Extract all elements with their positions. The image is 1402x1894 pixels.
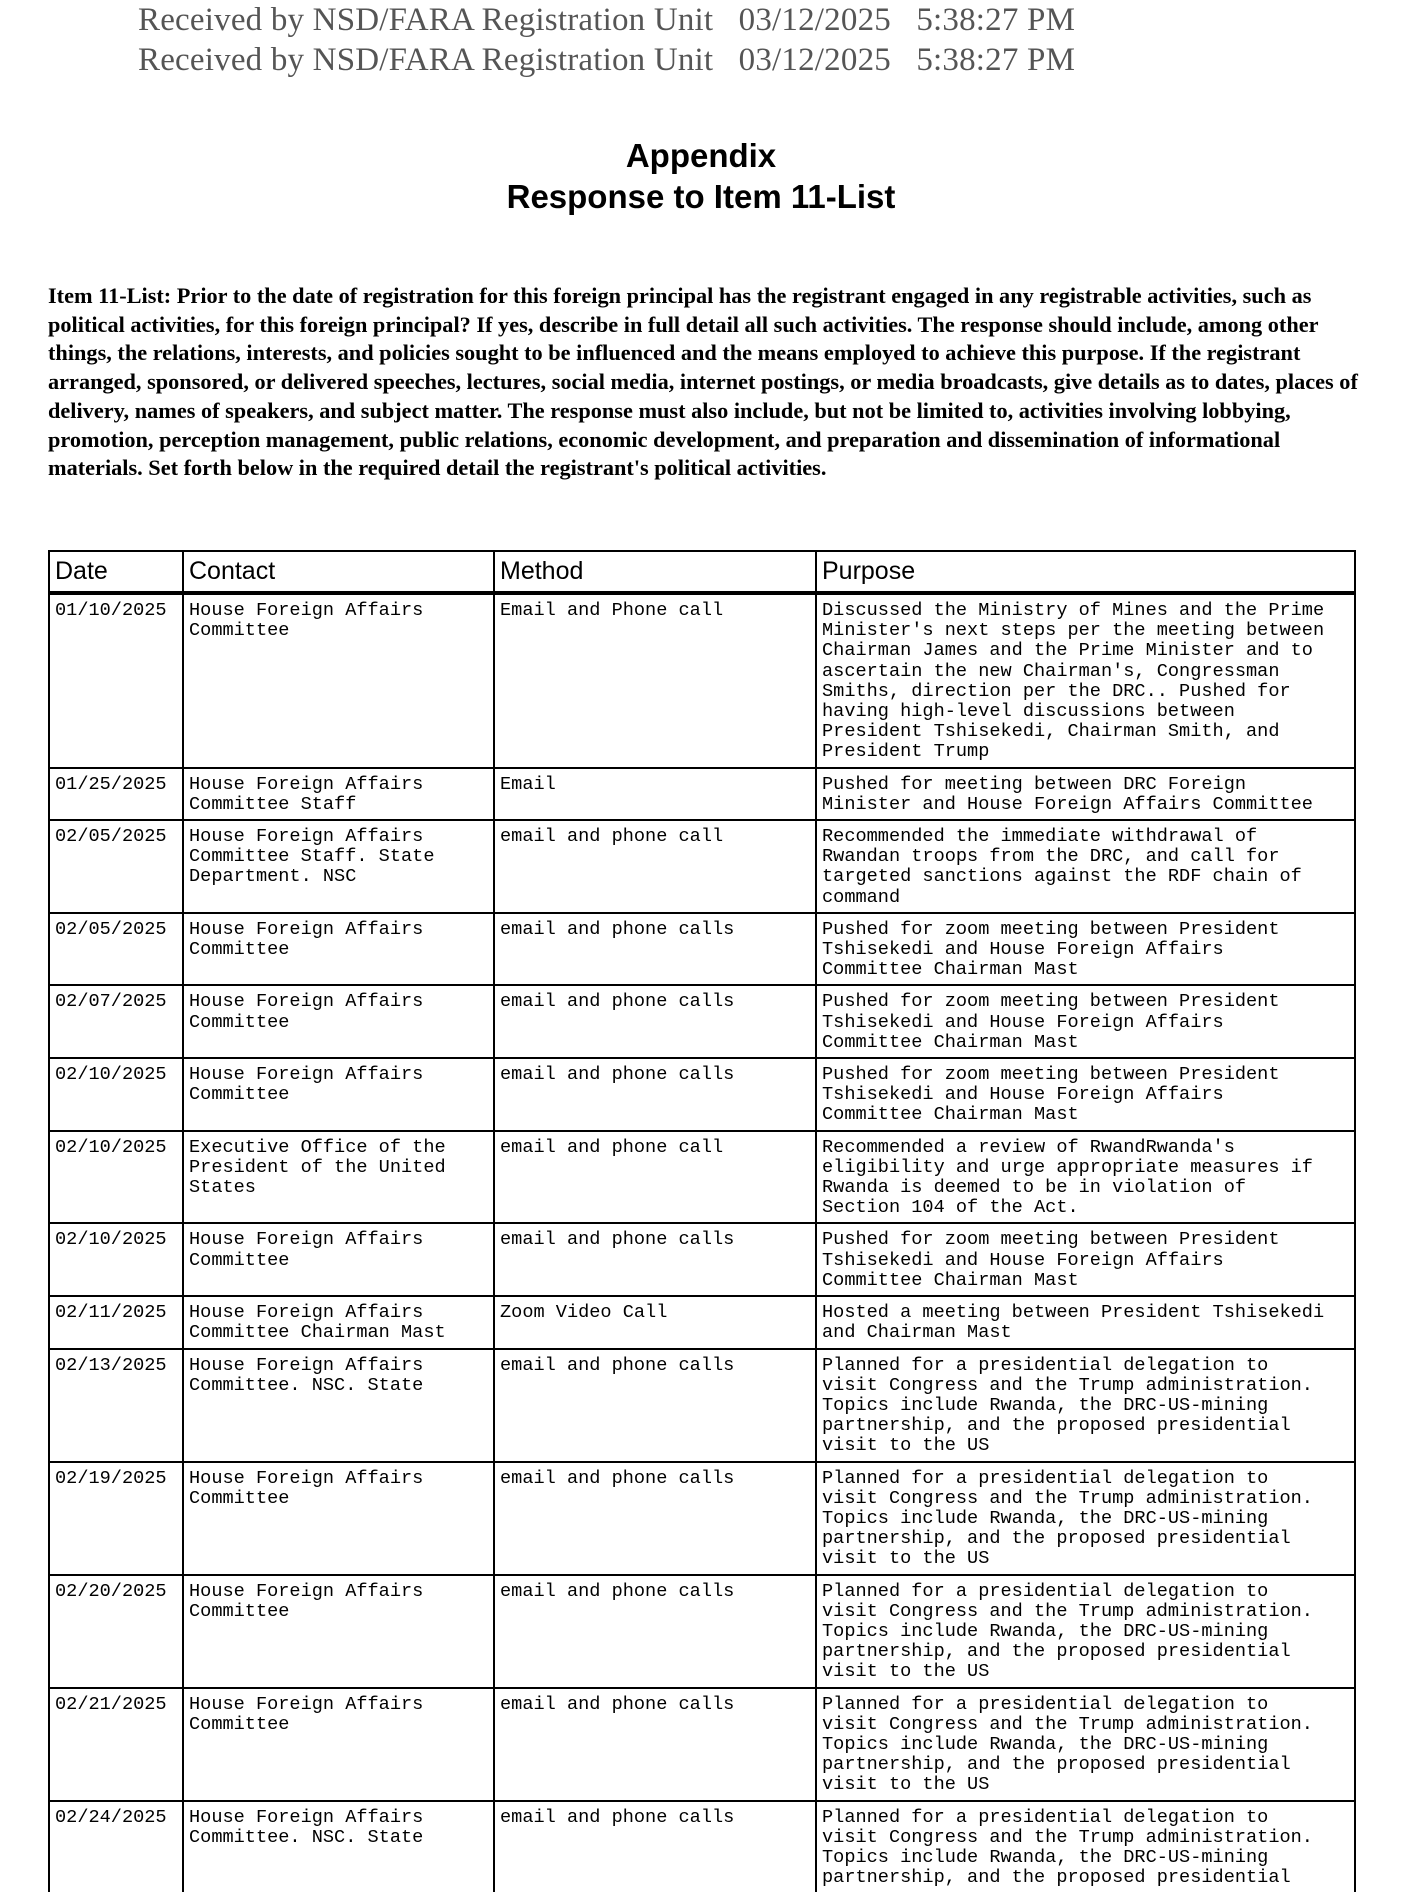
cell-method: email and phone calls	[494, 1223, 816, 1296]
cell-purpose: Recommended a review of RwandRwanda's eligibility and urge appropriate measures if Rwanda is deemed to be in violation of Section 104 of the Act.	[816, 1131, 1355, 1224]
table-row	[49, 1575, 1355, 1688]
cell-method: email and phone calls	[494, 985, 816, 1058]
table-row	[49, 768, 1355, 820]
cell-date: 02/24/2025	[49, 1801, 183, 1893]
header-date: Date	[49, 551, 183, 593]
cell-purpose: Pushed for zoom meeting between President Tshisekedi and House Foreign Affairs Committee Chairman Mast	[816, 1058, 1355, 1131]
cell-date: 02/19/2025	[49, 1462, 183, 1575]
cell-contact: House Foreign Affairs Committee Staff. State Department. NSC	[183, 820, 494, 913]
cell-method: email and phone calls	[494, 1801, 816, 1893]
cell-purpose: Pushed for zoom meeting between President Tshisekedi and House Foreign Affairs Committee Chairman Mast	[816, 985, 1355, 1058]
cell-contact: House Foreign Affairs Committee	[183, 593, 494, 768]
cell-method: email and phone calls	[494, 1688, 816, 1801]
cell-contact: House Foreign Affairs Committee	[183, 913, 494, 986]
cell-method: email and phone calls	[494, 1462, 816, 1575]
table-row	[49, 820, 1355, 913]
cell-date: 02/10/2025	[49, 1058, 183, 1131]
cell-date: 02/13/2025	[49, 1349, 183, 1462]
table-row	[49, 593, 1355, 768]
cell-date: 02/07/2025	[49, 985, 183, 1058]
cell-purpose: Pushed for zoom meeting between President Tshisekedi and House Foreign Affairs Committee Chairman Mast	[816, 913, 1355, 986]
cell-contact: House Foreign Affairs Committee	[183, 1575, 494, 1688]
cell-contact: House Foreign Affairs Committee. NSC. State	[183, 1801, 494, 1893]
table-row	[49, 1223, 1355, 1296]
cell-contact: House Foreign Affairs Committee	[183, 1223, 494, 1296]
table-row	[49, 913, 1355, 986]
cell-contact: Executive Office of the President of the United States	[183, 1131, 494, 1224]
cell-method: email and phone call	[494, 820, 816, 913]
header-method: Method	[494, 551, 816, 593]
cell-purpose: Recommended the immediate withdrawal of Rwandan troops from the DRC, and call for targeted sanctions against the RDF chain of command	[816, 820, 1355, 913]
table-row	[49, 985, 1355, 1058]
cell-method: email and phone calls	[494, 1058, 816, 1131]
cell-purpose: Planned for a presidential delegation to visit Congress and the Trump administration. Topics include Rwanda, the DRC-US-mining partnership, and the proposed presidential visit to the US	[816, 1349, 1355, 1462]
cell-purpose: Planned for a presidential delegation to visit Congress and the Trump administration. Topics include Rwanda, the DRC-US-mining partnership, and the proposed presidential visit to the US	[816, 1575, 1355, 1688]
cell-purpose: Pushed for meeting between DRC Foreign Minister and House Foreign Affairs Committee	[816, 768, 1355, 820]
cell-contact: House Foreign Affairs Committee. NSC. State	[183, 1349, 494, 1462]
cell-date: 01/10/2025	[49, 593, 183, 768]
cell-purpose: Hosted a meeting between President Tshisekedi and Chairman Mast	[816, 1296, 1355, 1348]
table-row	[49, 1349, 1355, 1462]
table-row	[49, 1688, 1355, 1801]
page-subtitle: Response to Item 11-List	[506, 178, 896, 215]
cell-purpose: Planned for a presidential delegation to visit Congress and the Trump administration. Topics include Rwanda, the DRC-US-mining partnership, and the proposed presidential visit to the US	[816, 1462, 1355, 1575]
header-purpose: Purpose	[816, 551, 1355, 593]
cell-method: Email	[494, 768, 816, 820]
cell-method: email and phone call	[494, 1131, 816, 1224]
cell-method: email and phone calls	[494, 1349, 816, 1462]
cell-contact: House Foreign Affairs Committee	[183, 1058, 494, 1131]
received-stamp-line-2: Received by NSD/FARA Registration Unit 03/12/2025 5:38:27 PM	[138, 42, 1076, 78]
table-row	[49, 1131, 1355, 1224]
activities-table	[48, 550, 1356, 1892]
cell-purpose: Discussed the Ministry of Mines and the Prime Minister's next steps per the meeting between Chairman James and the Prime Minister and to ascertain the new Chairman's, Congressman Smiths, direction per the DRC.. Pushed for having high-level discussions between President Tshisekedi, Chairman Smith, and President Trump	[816, 593, 1355, 768]
cell-purpose: Planned for a presidential delegation to visit Congress and the Trump administration. Topics include Rwanda, the DRC-US-mining partnership, and the proposed presidential	[816, 1801, 1355, 1893]
cell-method: email and phone calls	[494, 1575, 816, 1688]
cell-date: 02/11/2025	[49, 1296, 183, 1348]
table-row	[49, 1296, 1355, 1348]
cell-purpose: Planned for a presidential delegation to visit Congress and the Trump administration. Topics include Rwanda, the DRC-US-mining partnership, and the proposed presidential visit to the US	[816, 1688, 1355, 1801]
cell-method: Zoom Video Call	[494, 1296, 816, 1348]
header-contact: Contact	[183, 551, 494, 593]
cell-method: Email and Phone call	[494, 593, 816, 768]
table-row	[49, 1462, 1355, 1575]
cell-date: 01/25/2025	[49, 768, 183, 820]
cell-contact: House Foreign Affairs Committee Staff	[183, 768, 494, 820]
table-header-row	[49, 551, 1355, 593]
cell-purpose: Pushed for zoom meeting between President Tshisekedi and House Foreign Affairs Committee Chairman Mast	[816, 1223, 1355, 1296]
cell-date: 02/05/2025	[49, 913, 183, 986]
received-stamp-line-1: Received by NSD/FARA Registration Unit 03/12/2025 5:38:27 PM	[138, 2, 1076, 38]
cell-date: 02/10/2025	[49, 1131, 183, 1224]
cell-contact: House Foreign Affairs Committee	[183, 985, 494, 1058]
cell-contact: House Foreign Affairs Committee Chairman Mast	[183, 1296, 494, 1348]
item-question-text: Item 11-List: Prior to the date of registration for this foreign principal has the registrant engaged in any registrable activities, such as political activities, for this foreign principal? If yes, describe in full detail all such activities. The response should include, among other things, the relations, interests, and policies sought to be influenced and the means employed to achieve this purpose. If the registrant arranged, sponsored, or delivered speeches, lectures, social media, internet postings, or media broadcasts, give details as to dates, places of delivery, names of speakers, and subject matter. The response must also include, but not be limited to, activities involving lobbying, promotion, perception management, public relations, economic development, and preparation and dissemination of informational materials. Set forth below in the required detail the registrant's political activities.	[48, 283, 1358, 481]
cell-date: 02/05/2025	[49, 820, 183, 913]
cell-date: 02/10/2025	[49, 1223, 183, 1296]
table-row	[49, 1058, 1355, 1131]
page-title: Appendix	[625, 137, 777, 174]
cell-contact: House Foreign Affairs Committee	[183, 1688, 494, 1801]
cell-date: 02/21/2025	[49, 1688, 183, 1801]
cell-method: email and phone calls	[494, 913, 816, 986]
cell-date: 02/20/2025	[49, 1575, 183, 1688]
cell-contact: House Foreign Affairs Committee	[183, 1462, 494, 1575]
table-row	[49, 1801, 1355, 1893]
